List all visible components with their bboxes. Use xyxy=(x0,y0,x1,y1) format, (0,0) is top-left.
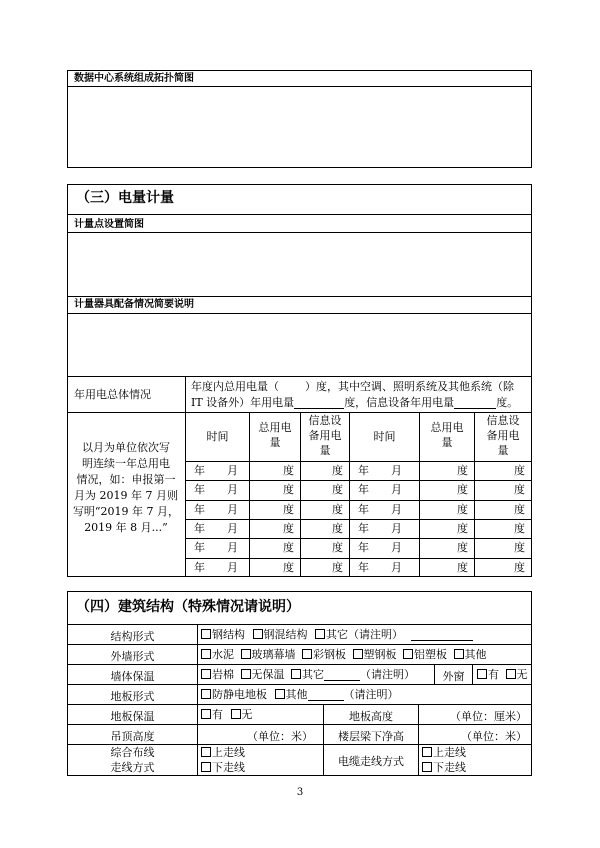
col-time-2: 时间 xyxy=(373,430,396,443)
month-value-cell[interactable]: 度 xyxy=(457,464,468,477)
window-label: 外窗 xyxy=(442,670,465,683)
checkbox[interactable] xyxy=(201,709,211,719)
floor-height-unit[interactable]: （单位：厘米） xyxy=(450,710,527,723)
beam-unit[interactable]: （单位：米） xyxy=(461,730,527,743)
month-time-cell[interactable]: 年 月 xyxy=(194,541,238,554)
month-time-cell[interactable]: 年 月 xyxy=(358,503,402,516)
meter-config-area[interactable] xyxy=(68,314,531,376)
month-value-cell[interactable]: 度 xyxy=(332,541,343,554)
month-time-cell[interactable]: 年 月 xyxy=(194,522,238,535)
checkbox[interactable] xyxy=(315,629,325,639)
checkbox[interactable] xyxy=(275,689,285,699)
structure-options: 钢结构 钢混结构 其它（请注明） xyxy=(201,628,473,641)
section4-title: （四）建筑结构（特殊情况请说明） xyxy=(76,599,300,615)
checkbox[interactable] xyxy=(477,669,487,679)
it-excluded-usage-field[interactable] xyxy=(294,398,344,409)
floor-insul-options: 有 无 xyxy=(201,708,253,721)
month-value-cell[interactable]: 度 xyxy=(283,522,294,535)
floor-height-label: 地板高度 xyxy=(349,710,393,723)
ceiling-label: 吊顶高度 xyxy=(110,730,155,743)
wall-options: 水泥 玻璃幕墙 彩钢板 塑钢板 铝塑板 其他 xyxy=(201,648,487,661)
section3-title: （三）电量计量 xyxy=(76,190,174,206)
month-value-cell[interactable]: 度 xyxy=(332,561,343,574)
insulation-options: 岩棉 无保温 其它 （请注明） xyxy=(201,668,415,681)
floor-other-field[interactable] xyxy=(308,690,344,701)
floor-label: 地板形式 xyxy=(110,690,155,703)
structure-other-field[interactable] xyxy=(411,630,473,641)
month-value-cell[interactable]: 度 xyxy=(514,541,525,554)
checkbox[interactable] xyxy=(241,649,251,659)
month-time-cell[interactable]: 年 月 xyxy=(358,522,402,535)
checkbox[interactable] xyxy=(353,649,363,659)
cabling-label: 综合布线 走线方式 xyxy=(110,746,155,774)
insulation-label: 墙体保温 xyxy=(110,670,155,683)
month-value-cell[interactable]: 度 xyxy=(457,541,468,554)
topology-label: 数据中心系统组成拓扑简图 xyxy=(74,73,194,84)
col-total-1: 总用电 量 xyxy=(258,421,292,449)
month-value-cell[interactable]: 度 xyxy=(283,541,294,554)
month-value-cell[interactable]: 度 xyxy=(332,464,343,477)
cable-route-options: 上走线 下走线 xyxy=(422,745,466,775)
month-value-cell[interactable]: 度 xyxy=(457,483,468,496)
checkbox[interactable] xyxy=(454,649,464,659)
floor-options: 防静电地板 其他 （请注明） xyxy=(201,688,399,701)
month-time-cell[interactable]: 年 月 xyxy=(358,541,402,554)
col-time-1: 时间 xyxy=(206,430,229,443)
month-value-cell[interactable]: 度 xyxy=(514,464,525,477)
month-value-cell[interactable]: 度 xyxy=(514,522,525,535)
month-value-cell[interactable]: 度 xyxy=(283,561,294,574)
month-value-cell[interactable]: 度 xyxy=(283,503,294,516)
monthly-note: 以月为单位依次写 明连续一年总用电 情况，如：申报第一 月为 2019 年 7 月则 写明“2019 年 7 月， 2019 年 8 月...” xyxy=(72,441,180,534)
month-time-cell[interactable]: 年 月 xyxy=(358,561,402,574)
floor-insul-label: 地板保温 xyxy=(110,710,155,723)
col-it-1: 信息设 备用电 量 xyxy=(308,414,342,457)
meter-config-label: 计量器具配备情况简要说明 xyxy=(74,299,194,310)
checkbox[interactable] xyxy=(253,629,263,639)
month-value-cell[interactable]: 度 xyxy=(457,561,468,574)
month-time-cell[interactable]: 年 月 xyxy=(194,464,238,477)
checkbox[interactable] xyxy=(302,649,312,659)
month-time-cell[interactable]: 年 月 xyxy=(358,483,402,496)
meter-diagram-area[interactable] xyxy=(68,233,531,295)
checkbox[interactable] xyxy=(291,669,301,679)
checkbox[interactable] xyxy=(403,649,413,659)
month-time-cell[interactable]: 年 月 xyxy=(358,464,402,477)
month-value-cell[interactable]: 度 xyxy=(514,483,525,496)
meter-diagram-label: 计量点设置简图 xyxy=(74,219,144,230)
month-value-cell[interactable]: 度 xyxy=(457,503,468,516)
checkbox[interactable] xyxy=(201,689,211,699)
annual-line2: IT 设备外）年用电量 度，信息设备年用电量 度。 xyxy=(191,396,519,409)
checkbox[interactable] xyxy=(241,669,251,679)
col-total-2: 总用电 量 xyxy=(430,421,464,449)
page-number: 3 xyxy=(296,787,304,798)
checkbox[interactable] xyxy=(422,762,432,772)
checkbox[interactable] xyxy=(201,629,211,639)
month-value-cell[interactable]: 度 xyxy=(514,503,525,516)
month-time-cell[interactable]: 年 月 xyxy=(194,503,238,516)
annual-line1: 年度内总用电量（ ）度，其中空调、照明系统及其他系统（除 xyxy=(191,380,514,393)
month-value-cell[interactable]: 度 xyxy=(332,483,343,496)
month-value-cell[interactable]: 度 xyxy=(283,464,294,477)
checkbox[interactable] xyxy=(506,669,516,679)
checkbox[interactable] xyxy=(422,747,432,757)
cabling-options: 上走线 下走线 xyxy=(201,745,245,775)
insulation-other-field[interactable] xyxy=(324,670,360,681)
wall-label: 外墙形式 xyxy=(110,650,155,663)
month-value-cell[interactable]: 度 xyxy=(332,503,343,516)
month-value-cell[interactable]: 度 xyxy=(514,561,525,574)
it-usage-field[interactable] xyxy=(454,398,496,409)
month-value-cell[interactable]: 度 xyxy=(457,522,468,535)
checkbox[interactable] xyxy=(201,747,211,757)
month-time-cell[interactable]: 年 月 xyxy=(194,561,238,574)
checkbox[interactable] xyxy=(201,762,211,772)
cable-route-label: 电缆走线方式 xyxy=(338,755,404,768)
checkbox[interactable] xyxy=(231,709,241,719)
annual-label: 年用电总体情况 xyxy=(74,388,151,401)
checkbox[interactable] xyxy=(201,669,211,679)
beam-label: 楼层梁下净高 xyxy=(338,730,404,743)
topology-diagram-area[interactable] xyxy=(68,87,531,167)
ceiling-unit[interactable]: （单位：米） xyxy=(247,730,313,743)
col-it-2: 信息设 备用电 量 xyxy=(486,414,520,457)
month-value-cell[interactable]: 度 xyxy=(283,483,294,496)
month-value-cell[interactable]: 度 xyxy=(332,522,343,535)
structure-label: 结构形式 xyxy=(110,630,155,643)
month-time-cell[interactable]: 年 月 xyxy=(194,483,238,496)
checkbox[interactable] xyxy=(201,649,211,659)
window-options: 有 无 xyxy=(477,668,528,681)
